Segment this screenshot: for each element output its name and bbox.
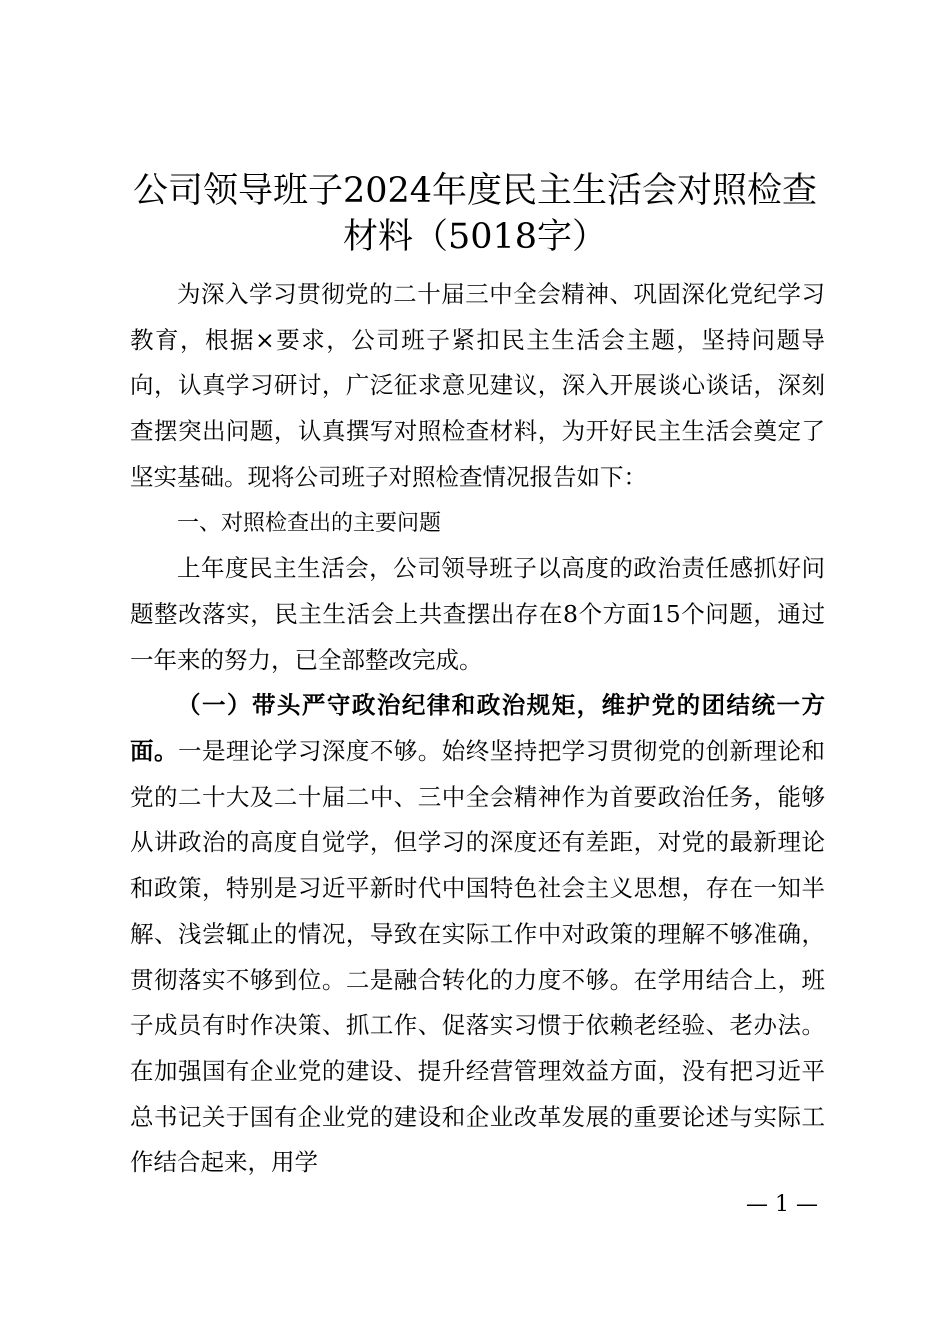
section-1-paragraph: 上年度民主生活会，公司领导班子以高度的政治责任感抓好问题整改落实，民主生活会上共查摆出存在8个方面15个问题，通过一年来的努力，已全部整改完成。 xyxy=(130,554,825,674)
document-title-line-2: 材料（5018字） xyxy=(342,217,608,257)
document-title xyxy=(120,168,830,260)
subsection-1-paragraph xyxy=(130,683,825,1186)
page-number: — 1 — xyxy=(746,1192,818,1217)
subsection-1-body: 一是理论学习深度不够。始终坚持把学习贯彻党的创新理论和党的二十大及二十届二中、三中全会精神作为首要政治任务，能够从讲政治的高度自觉学，但学习的深度还有差距，对党的最新理论和政策，特别是习近平新时代中国特色社会主义思想，存在一知半解、浅尝辄止的情况，导致在实际工作中对政策的理解不够准确，贯彻落实不够到位。二是融合转化的力度不够。在学用结合上，班子成员有时作决策、抓工作、促落实习惯于依赖老经验、老办法。在加强国有企业党的建设、提升经营管理效益方面，没有把习近平总书记关于国有企业党的建设和企业改革发展的重要论述与实际工作结合起来，用学 xyxy=(130,737,826,1177)
document-title-line-1: 公司领导班子2024年度民主生活会对照检查 xyxy=(132,171,818,211)
section-heading-1: 一、对照检查出的主要问题 xyxy=(177,510,442,536)
document-body xyxy=(130,272,825,1186)
intro-paragraph: 为深入学习贯彻党的二十届三中全会精神、巩固深化党纪学习教育，根据×要求，公司班子紧扣民主生活会主题，坚持问题导向，认真学习研讨，广泛征求意见建议，深入开展谈心谈话，深刻查摆突出问题，认真撰写对照检查材料，为开好民主生活会奠定了坚实基础。现将公司班子对照检查情况报告如下： xyxy=(130,280,825,491)
subsection-heading-1: （一）带头严守政治纪律和政治规矩，维护党的团结统一方面。 xyxy=(130,691,825,766)
